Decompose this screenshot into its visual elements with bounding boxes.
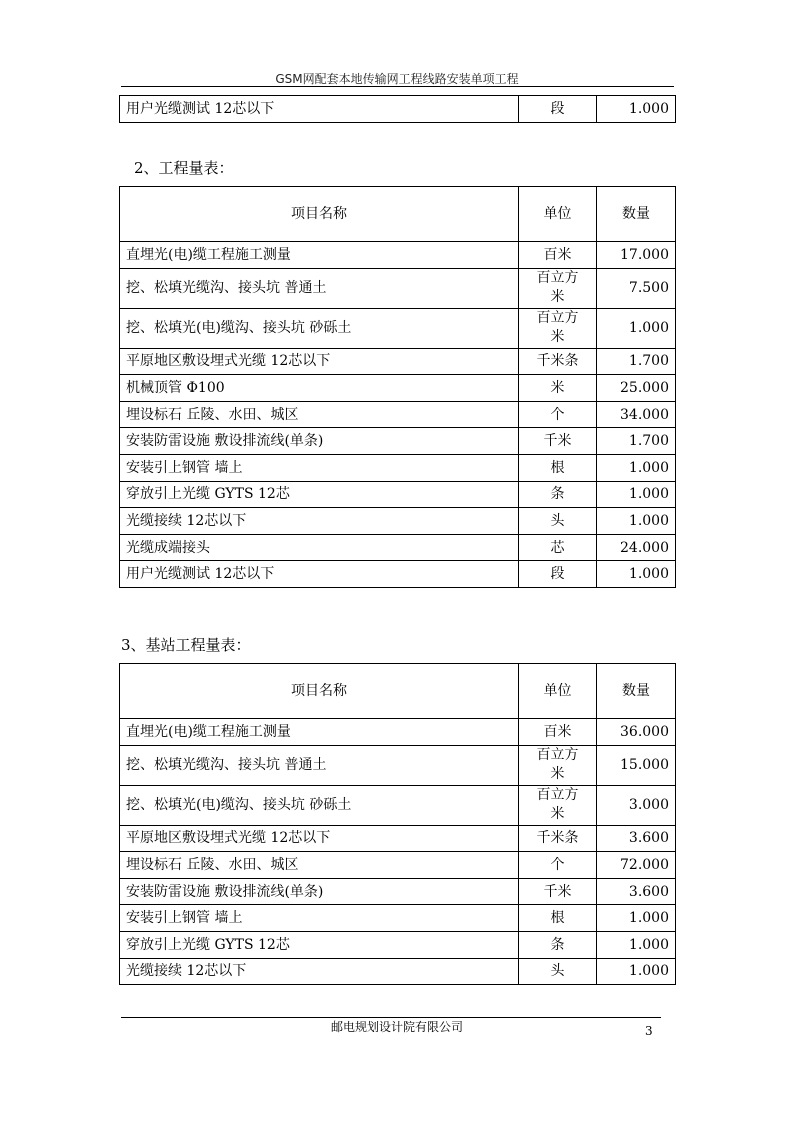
quantity-cell: 1.000 <box>597 308 676 348</box>
table-header-row <box>120 664 676 719</box>
footer-company: 邮电规划设计院有限公司 <box>330 1020 463 1034</box>
quantity-cell: 1.000 <box>597 958 676 985</box>
table-row <box>120 958 676 985</box>
header-quantity: 数量 <box>597 664 676 719</box>
table-row <box>120 561 676 588</box>
table-row <box>120 481 676 508</box>
table-row <box>120 719 676 746</box>
unit-cell: 头 <box>519 508 597 535</box>
item-name-cell: 光缆接续 12芯以下 <box>120 958 519 985</box>
unit-cell: 米 <box>519 375 597 402</box>
item-name-cell: 穿放引上光缆 GYTS 12芯 <box>120 481 519 508</box>
unit-cell: 百米 <box>519 242 597 269</box>
quantity-cell: 1.000 <box>597 454 676 481</box>
quantity-cell: 72.000 <box>597 852 676 879</box>
header-quantity: 数量 <box>597 187 676 242</box>
quantity-cell: 3.600 <box>597 825 676 852</box>
table-row <box>120 268 676 308</box>
table-row <box>120 508 676 535</box>
item-name-cell: 安装引上钢管 墙上 <box>120 454 519 481</box>
table-header-row <box>120 187 676 242</box>
continuation-table <box>119 95 676 123</box>
unit-cell: 百立方米 <box>519 785 597 825</box>
quantity-cell: 1.000 <box>597 931 676 958</box>
header-item-name: 项目名称 <box>120 187 519 242</box>
table-row <box>120 401 676 428</box>
quantity-cell: 7.500 <box>597 268 676 308</box>
table-row <box>120 878 676 905</box>
item-name-cell: 机械顶管 Φ100 <box>120 375 519 402</box>
item-name-cell: 直埋光(电)缆工程施工测量 <box>120 242 519 269</box>
table-row <box>120 454 676 481</box>
quantity-cell: 34.000 <box>597 401 676 428</box>
unit-cell: 千米 <box>519 428 597 455</box>
item-name-cell: 用户光缆测试 12芯以下 <box>120 96 519 123</box>
table-row <box>120 931 676 958</box>
page-header-title: GSM网配套本地传输网工程线路安装单项工程 <box>275 72 519 86</box>
quantity-cell: 17.000 <box>597 242 676 269</box>
engineering-quantity-table <box>119 186 676 588</box>
quantity-cell: 25.000 <box>597 375 676 402</box>
unit-cell: 个 <box>519 401 597 428</box>
item-name-cell: 平原地区敷设埋式光缆 12芯以下 <box>120 825 519 852</box>
header-rule <box>121 86 674 87</box>
unit-cell: 根 <box>519 454 597 481</box>
item-name-cell: 安装防雷设施 敷设排流线(单条) <box>120 878 519 905</box>
item-name-cell: 安装防雷设施 敷设排流线(单条) <box>120 428 519 455</box>
quantity-cell: 1.000 <box>597 905 676 932</box>
unit-cell: 百米 <box>519 719 597 746</box>
unit-cell: 芯 <box>519 534 597 561</box>
table-row <box>120 745 676 785</box>
quantity-cell: 1.000 <box>597 508 676 535</box>
table-row <box>120 825 676 852</box>
unit-cell: 百立方米 <box>519 268 597 308</box>
item-name-cell: 埋设标石 丘陵、水田、城区 <box>120 852 519 879</box>
item-name-cell: 挖、松填光缆沟、接头坑 普通土 <box>120 268 519 308</box>
continuation-table-body <box>120 96 676 123</box>
item-name-cell: 平原地区敷设埋式光缆 12芯以下 <box>120 348 519 375</box>
item-name-cell: 挖、松填光(电)缆沟、接头坑 砂砾土 <box>120 785 519 825</box>
base-station-quantity-table-body <box>120 719 676 985</box>
item-name-cell: 穿放引上光缆 GYTS 12芯 <box>120 931 519 958</box>
table-row <box>120 785 676 825</box>
item-name-cell: 直埋光(电)缆工程施工测量 <box>120 719 519 746</box>
quantity-cell: 1.700 <box>597 348 676 375</box>
quantity-cell: 1.000 <box>597 96 676 123</box>
unit-cell: 条 <box>519 931 597 958</box>
base-station-quantity-table <box>119 663 676 985</box>
header-unit: 单位 <box>519 187 597 242</box>
table-row <box>120 348 676 375</box>
item-name-cell: 光缆成端接头 <box>120 534 519 561</box>
item-name-cell: 光缆接续 12芯以下 <box>120 508 519 535</box>
quantity-cell: 3.600 <box>597 878 676 905</box>
unit-cell: 段 <box>519 561 597 588</box>
item-name-cell: 埋设标石 丘陵、水田、城区 <box>120 401 519 428</box>
item-name-cell: 安装引上钢管 墙上 <box>120 905 519 932</box>
quantity-cell: 15.000 <box>597 745 676 785</box>
header-item-name: 项目名称 <box>120 664 519 719</box>
page-number: 3 <box>645 1024 653 1038</box>
unit-cell: 百立方米 <box>519 308 597 348</box>
item-name-cell: 挖、松填光(电)缆沟、接头坑 砂砾土 <box>120 308 519 348</box>
unit-cell: 千米 <box>519 878 597 905</box>
section-3-heading: 3、基站工程量表： <box>121 636 251 654</box>
unit-cell: 个 <box>519 852 597 879</box>
table-row <box>120 96 676 123</box>
quantity-cell: 1.000 <box>597 481 676 508</box>
table-row <box>120 534 676 561</box>
unit-cell: 根 <box>519 905 597 932</box>
unit-cell: 百立方米 <box>519 745 597 785</box>
header-unit: 单位 <box>519 664 597 719</box>
table-row <box>120 242 676 269</box>
quantity-cell: 24.000 <box>597 534 676 561</box>
unit-cell: 千米条 <box>519 348 597 375</box>
unit-cell: 条 <box>519 481 597 508</box>
item-name-cell: 挖、松填光缆沟、接头坑 普通土 <box>120 745 519 785</box>
table-row <box>120 428 676 455</box>
quantity-cell: 36.000 <box>597 719 676 746</box>
table-row <box>120 308 676 348</box>
table-row <box>120 905 676 932</box>
table-row <box>120 375 676 402</box>
quantity-cell: 1.000 <box>597 561 676 588</box>
table-row <box>120 852 676 879</box>
unit-cell: 段 <box>519 96 597 123</box>
unit-cell: 头 <box>519 958 597 985</box>
item-name-cell: 用户光缆测试 12芯以下 <box>120 561 519 588</box>
section-2-heading: 2、工程量表： <box>134 159 234 177</box>
unit-cell: 千米条 <box>519 825 597 852</box>
quantity-cell: 1.700 <box>597 428 676 455</box>
quantity-cell: 3.000 <box>597 785 676 825</box>
engineering-quantity-table-body <box>120 242 676 588</box>
